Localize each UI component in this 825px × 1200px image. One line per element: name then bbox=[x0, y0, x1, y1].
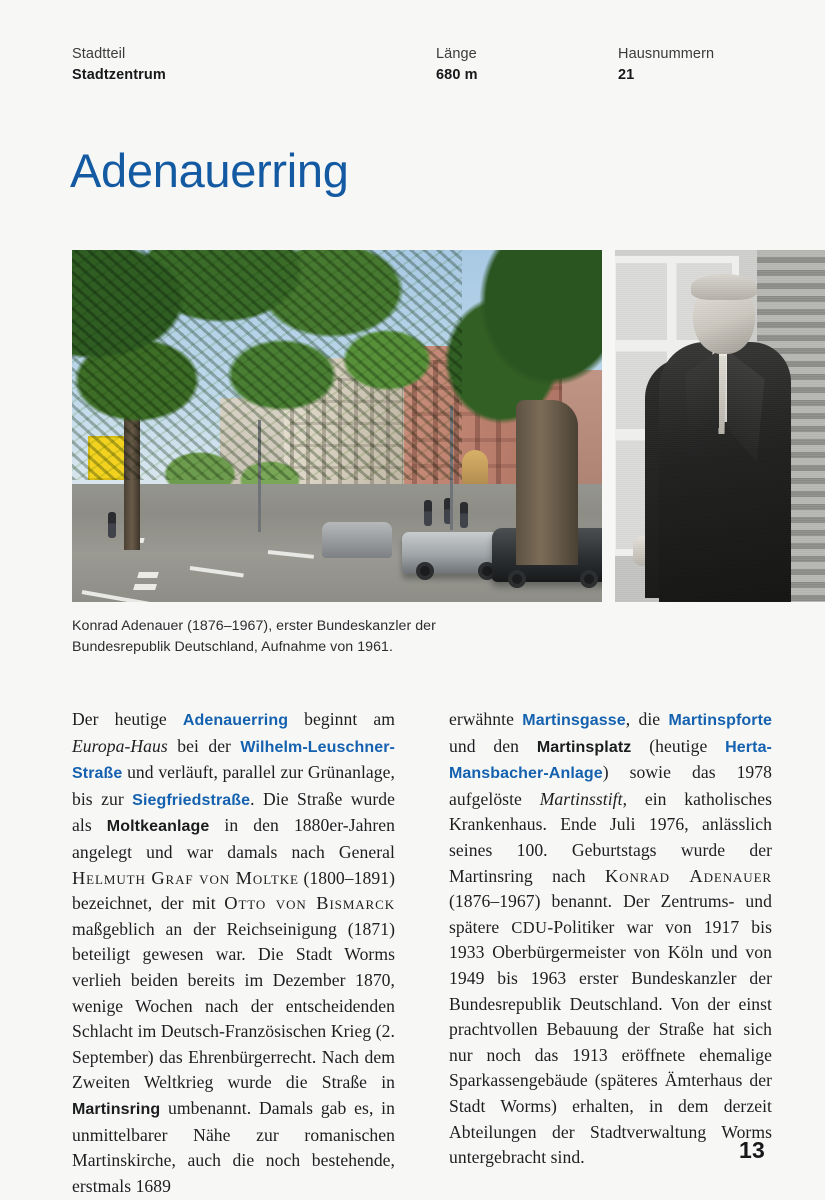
street-link-herta-mansbacher-anlage[interactable]: Herta-Mansbacher-Anlage bbox=[449, 738, 772, 783]
text-run: -Politiker war von 1917 bis 1933 Oberbürgermeister von Köln und von 1949 bis 1963 erster Bundeskanzler der Bundesrepublik Deutschland. Von der einst prachtvollen Bebauung der Straße hat sich nur noch das 1913 eröffnete ehemalige Sparkassengebäude (späteres Ämterhaus der Stadt Worms) erhalten, in dem derzeit Abteilungen der Stadtverwaltung Worms untergebracht sind. bbox=[449, 916, 773, 1168]
portrait-photo-adenauer bbox=[615, 250, 825, 602]
meta-value: Stadtzentrum bbox=[72, 67, 166, 83]
meta-field-laenge bbox=[436, 44, 478, 86]
street-link-martinspforte[interactable]: Martinspforte bbox=[668, 712, 772, 729]
pedestrian bbox=[424, 500, 432, 526]
italic-europa-haus: Europa-Haus bbox=[72, 735, 168, 756]
body-column-right bbox=[449, 707, 772, 1199]
street-link-siegfriedstrasse[interactable]: Siegfriedstraße bbox=[132, 791, 251, 809]
body-column-left bbox=[72, 707, 395, 1199]
street-link-wilhelm-leuschner-strasse[interactable]: Wilhelm-Leuschner-Straße bbox=[72, 738, 395, 783]
person-helmuth-graf-von-moltke: Helmuth Graf von Moltke bbox=[72, 867, 299, 888]
street-link-martinsgasse[interactable]: Martinsgasse bbox=[522, 712, 626, 729]
name-martinsring: Martinsring bbox=[72, 1100, 161, 1118]
figure-caption: Konrad Adenauer (1876–1967), erster Bundeskanzler der Bundesrepublik Deutschland, Aufnahme von 1961. bbox=[72, 618, 436, 655]
meta-value: 680 m bbox=[436, 67, 478, 83]
abbreviation-cdu: CDU bbox=[511, 917, 548, 937]
name-martinsplatz: Martinsplatz bbox=[536, 738, 632, 756]
text-run: und den bbox=[449, 735, 537, 756]
figure-row bbox=[72, 250, 825, 602]
body-columns bbox=[72, 707, 772, 1199]
text-run: in den 1880er-Jahren angelegt und war damals nach General bbox=[72, 815, 395, 862]
name-moltkeanlage: Moltkeanlage bbox=[106, 818, 210, 836]
text-run: und verläuft, parallel zur Grünanlage, bis zur bbox=[72, 762, 395, 809]
meta-label: Hausnummern bbox=[618, 46, 715, 62]
foliage-texture bbox=[72, 250, 462, 480]
meta-field-stadtteil bbox=[72, 44, 166, 86]
street-photo bbox=[72, 250, 602, 602]
wheel bbox=[508, 570, 526, 588]
text-run: . Die Straße wurde als bbox=[72, 788, 395, 836]
meta-label: Stadtteil bbox=[72, 46, 126, 62]
wheel bbox=[416, 562, 434, 580]
paragraph-left bbox=[72, 707, 395, 1199]
meta-value: 21 bbox=[618, 67, 635, 83]
text-run: bei der bbox=[167, 735, 241, 756]
text-run: (heutige bbox=[631, 735, 726, 756]
meta-label: Länge bbox=[436, 46, 477, 62]
page-title: Adenauerring bbox=[70, 144, 349, 197]
bike-lane-symbol bbox=[137, 572, 159, 578]
text-run: , ein katholisches Krankenhaus. Ende Juli 1976, anlässlich seines 100. Geburtstags wurde der Martinsring nach bbox=[449, 788, 773, 886]
page-number: 13 bbox=[739, 1137, 765, 1163]
text-run: (1876–1967) benannt. Der Zentrums- und spätere bbox=[449, 891, 772, 937]
text-run: Der heutige bbox=[72, 709, 183, 729]
car-distant bbox=[322, 522, 392, 558]
film-grain bbox=[615, 250, 825, 602]
text-run: umbenannt. Damals gab es, in unmittelbarer Nähe zur romanischen Martinskirche, auch die noch bestehende, erstmals 1689 bbox=[72, 1097, 395, 1196]
text-run: ) sowie das 1978 aufgelöste bbox=[449, 762, 772, 809]
wheel bbox=[580, 570, 598, 588]
text-run: erwähnte bbox=[449, 709, 523, 729]
text-run: maßgeblich an der Reichseinigung (1871) beteiligt gewesen war. Die Stadt Worms verlieh beiden bereits im Dezember 1870, wenige Wochen nach der entscheidenden Schlacht im Deutsch-Französischen Krieg (2. September) das Ehrenbürgerrecht. Nach dem Zweiten Weltkrieg wurde die Straße in bbox=[72, 918, 395, 1093]
pedestrian bbox=[108, 512, 116, 538]
header-meta-row bbox=[72, 44, 825, 90]
text-run: beginnt am bbox=[288, 709, 395, 729]
tree-trunk-right bbox=[516, 400, 578, 565]
text-run: , die bbox=[625, 709, 669, 729]
person-konrad-adenauer: Konrad Adenauer bbox=[605, 865, 772, 886]
italic-martinsstift: Martinsstift bbox=[539, 788, 623, 809]
meta-field-hausnummern bbox=[618, 44, 714, 86]
text-run: (1800–1891) bezeichnet, der mit bbox=[72, 867, 395, 914]
paragraph-right bbox=[449, 707, 772, 1171]
bike-lane-symbol bbox=[133, 584, 157, 590]
person-otto-von-bismarck: Otto von Bismarck bbox=[224, 893, 395, 914]
street-link-adenauerring[interactable]: Adenauerring bbox=[182, 712, 289, 729]
